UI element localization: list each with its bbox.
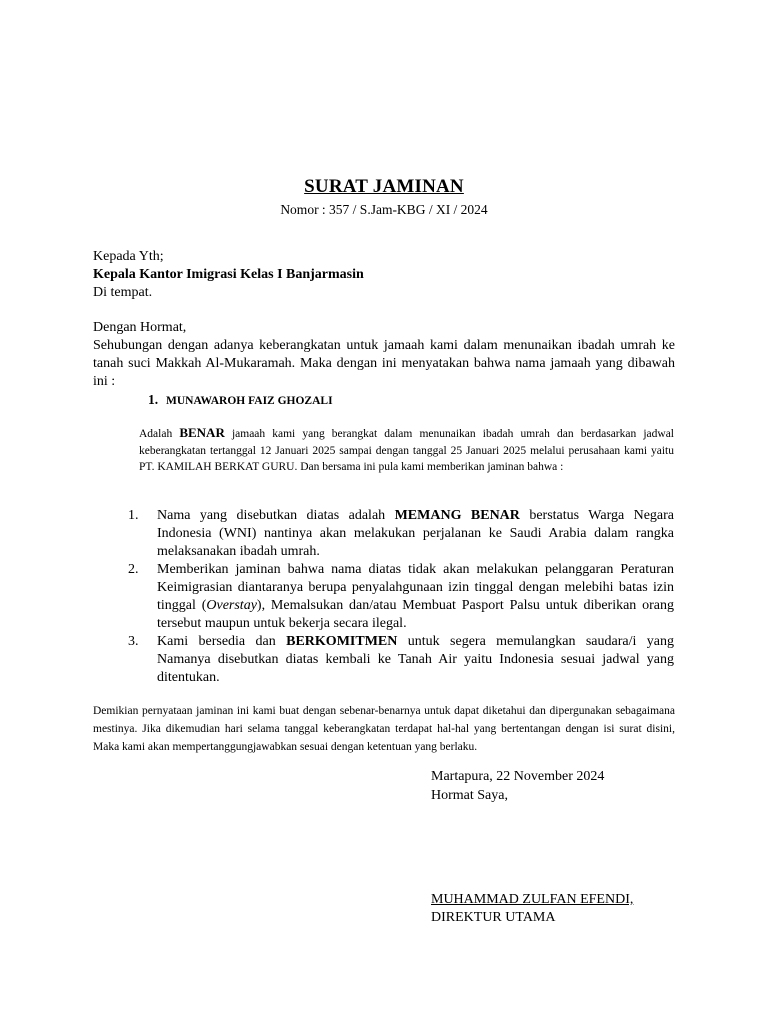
guarantee-item <box>121 561 674 633</box>
guarantee-text <box>157 561 674 633</box>
guarantee-marker: 3. <box>128 634 139 649</box>
greeting-text: Dengan Hormat, <box>93 320 187 335</box>
guarantee-text-before: Nama yang disebutkan diatas adalah <box>157 508 386 523</box>
confirmation-paragraph <box>139 425 674 476</box>
guarantee-marker: 1. <box>128 508 139 523</box>
jamaah-name: MUNAWAROH FAIZ GHOZALI <box>166 395 333 407</box>
guarantee-italic: Overstay <box>206 598 257 613</box>
intro-paragraph: Sehubungan dengan adanya keberangkatan untuk jamaah kami dalam menunaikan ibadah umrah ke tanah suci Makkah Al-Mukaramah. Maka dengan ini menyatakan bahwa nama jamaah yang dibawah ini : <box>93 338 675 389</box>
signature-header <box>431 767 604 805</box>
recipient-place: Di tempat. <box>93 285 153 300</box>
recipient-office: Kepala Kantor Imigrasi Kelas I Banjarmasin <box>93 267 364 282</box>
confirmation-emphasis: BENAR <box>179 425 225 440</box>
guarantee-text-before: Memberikan jaminan bahwa nama diatas tidak akan melakukan pelanggaran Peraturan Keimigrasian diantaranya berupa penyalahgunaan izin tinggal dengan melebihi batas izin tinggal ( <box>157 562 674 613</box>
document-number: Nomor : 357 / S.Jam-KBG / XI / 2024 <box>280 202 488 217</box>
guarantee-text-after: berstatus Warga Negara Indonesia (WNI) nantinya akan melakukan perjalanan ke Saudi Arabia dalam rangka melaksanakan ibadah umrah. <box>157 508 675 559</box>
closing-paragraph: Demikian pernyataan jaminan ini kami buat dengan sebenar-benarnya untuk dapat diketahui dan dipergunakan sebagaimana mestinya. Jika dikemudian hari selama tanggal keberangkatan terdapat hal-hal yang bertentangan dengan isi surat disini, Maka kami akan mempertanggungjawabkan sesuai dengan ketentuan yang berlaku. <box>93 705 675 753</box>
guarantee-item <box>121 507 674 561</box>
guarantee-text <box>157 633 674 687</box>
guarantee-text <box>157 507 674 561</box>
signatory-position: DIREKTUR UTAMA <box>431 910 556 925</box>
recipient-salutation: Kepada Yth; <box>93 249 164 264</box>
jamaah-number: 1. <box>148 392 159 407</box>
jamaah-entry <box>148 392 333 408</box>
guarantee-emphasis: MEMANG BENAR <box>394 508 520 523</box>
guarantee-emphasis: BERKOMITMEN <box>286 634 398 649</box>
regards-text: Hormat Saya, <box>431 788 508 803</box>
confirmation-text: jamaah kami yang berangkat dalam menunaikan ibadah umrah dan berdasarkan jadwal keberangkatan tertanggal 12 Januari 2025 sampai dengan tanggal 25 Januari 2025 melalui perusahaan kami yaitu PT. KAMILAH BERKAT GURU. Dan bersama ini pula kami memberikan jaminan bahwa : <box>139 428 675 473</box>
greeting-block <box>93 319 675 391</box>
document-title: SURAT JAMINAN <box>304 176 464 197</box>
guarantee-list <box>121 507 674 687</box>
signatory-block <box>431 891 633 927</box>
guarantee-text-after: untuk segera memulangkan saudara/i yang Namanya disebutkan diatas kembali ke Tanah Air yaitu Indonesia sesuai jadwal yang ditentukan. <box>157 634 674 685</box>
guarantee-text-after: ), Memalsukan dan/atau Membuat Pasport Palsu untuk diberikan orang tersebut maupun untuk bekerja secara ilegal. <box>157 598 675 631</box>
guarantee-text-before: Kami bersedia dan <box>157 634 276 649</box>
recipient-block <box>93 248 675 302</box>
signatory-name: MUHAMMAD ZULFAN EFENDI, <box>431 892 634 907</box>
guarantee-item <box>121 633 674 687</box>
guarantee-marker: 2. <box>128 562 139 577</box>
confirmation-prefix: Adalah <box>139 428 173 440</box>
place-date: Martapura, 22 November 2024 <box>431 769 605 784</box>
